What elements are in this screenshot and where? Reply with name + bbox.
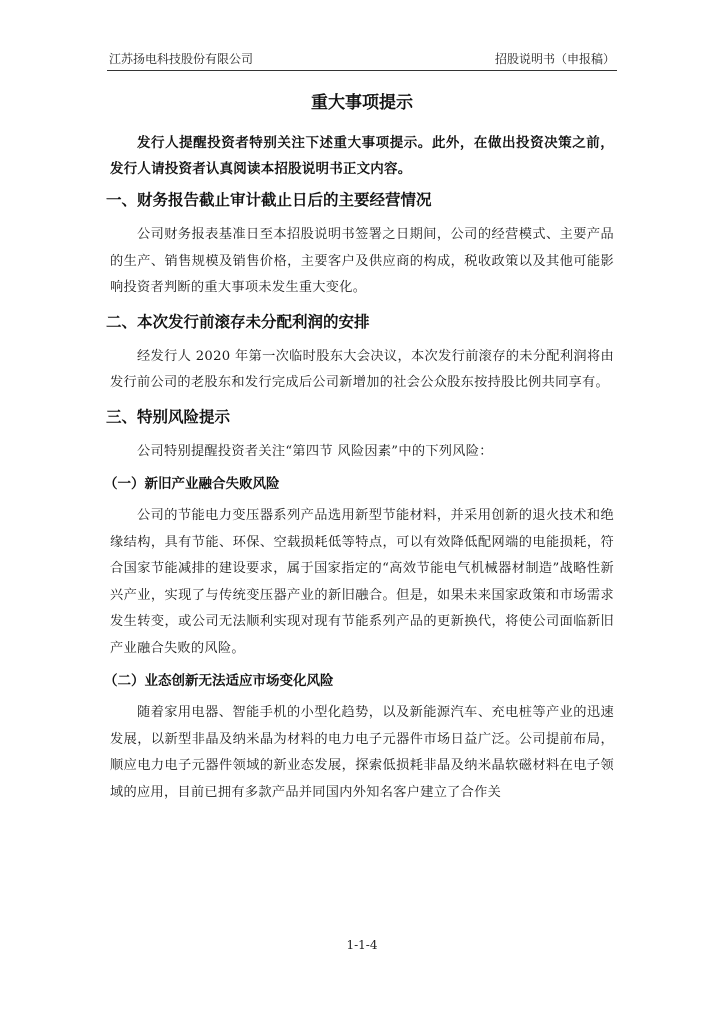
section-3-heading: 三、特别风险提示: [106, 407, 231, 426]
page-content: [104, 88, 614, 814]
section-1-heading: 一、财务报告截止审计截止日后的主要经营情况: [106, 191, 432, 209]
section-2-paragraph: 经发行人 2020 年第一次临时股东大会决议，本次发行前滚存的未分配利润将由发行前公司的老股东和发行完成后公司新增加的社会公众股东按持股比例共同享有。: [110, 348, 614, 390]
section-3-paragraph: 公司特别提醒投资者关注“第四节 风险因素”中的下列风险：: [137, 443, 493, 459]
page-title: 重大事项提示: [311, 93, 413, 113]
page-number: 1-1-4: [346, 938, 378, 952]
intro-paragraph: 发行人提醒投资者特别关注下述重大事项提示。此外，在做出投资决策之前，发行人请投资者认真阅读本招股说明书正文内容。: [110, 135, 614, 177]
header-document-type: 招股说明书（申报稿）: [494, 52, 615, 66]
subsection-3-2-paragraph: 随着家用电器、智能手机的小型化趋势，以及新能源汽车、充电桩等产业的迅速发展，以新型非晶及纳米晶为材料的电力电子元器件市场日益广泛。公司提前布局，顺应电力电子元器件领域的新业态发展，探索低损耗非晶及纳米晶软磁材料在电子领域的应用，目前已拥有多款产品并同国内外知名客户建立了合作关: [110, 705, 614, 800]
subsection-3-1-paragraph: 公司的节能电力变压器系列产品选用新型节能材料，并采用创新的退火技术和绝缘结构，具有节能、环保、空载损耗低等特点，可以有效降低配网端的电能损耗，符合国家节能减排的建设要求，属于国家指定的“高效节能电气机械器材制造”战略性新兴产业，实现了与传统变压器产业的新旧融合。但是，如果未来国家政策和市场需求发生转变，或公司无法顺利实现对现有节能系列产品的更新换代，将使公司面临新旧产业融合失败的风险。: [110, 508, 614, 656]
header-company-name: 江苏扬电科技股份有限公司: [109, 52, 254, 66]
section-2-heading: 二、本次发行前滚存未分配利润的安排: [106, 312, 370, 331]
section-1-paragraph: 公司财务报表基准日至本招股说明书签署之日期间，公司的经营模式、主要产品的生产、销售规模及销售价格，主要客户及供应商的构成，税收政策以及其他可能影响投资者判断的重大事项未发生重大变化。: [110, 227, 614, 295]
page-header: [107, 50, 617, 71]
subsection-3-1-heading: （一）新旧产业融合失败风险: [104, 476, 280, 492]
subsection-3-2-heading: （二）业态创新无法适应市场变化风险: [104, 673, 334, 689]
